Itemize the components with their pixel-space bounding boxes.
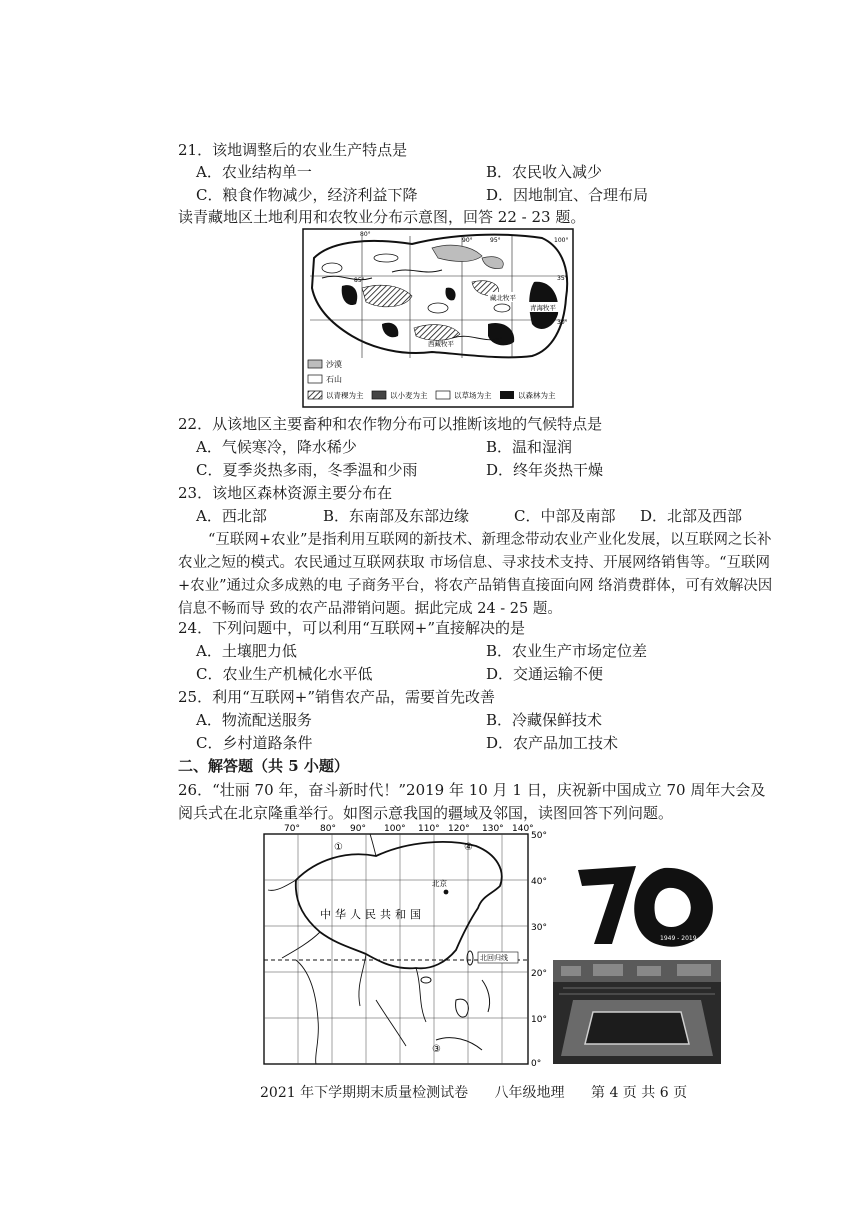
map2-lat-tick: 50° (531, 831, 547, 841)
map2-lon-tick: 80° (320, 824, 336, 834)
map2-lon-tick: 130° (482, 824, 504, 834)
q22-stem: 22．从该地区主要畜种和农作物分布可以推断该地的气候特点是 (178, 415, 603, 433)
q23-option-c: C．中部及南部 (514, 507, 616, 525)
q24-option-c: C．农业生产机械化水平低 (196, 665, 373, 683)
q21-stem: 21．该地调整后的农业生产特点是 (178, 141, 408, 159)
q22-option-b: B．温和湿润 (486, 438, 573, 456)
map1-lon-tick: 85° (354, 277, 365, 284)
map2-lon-tick: 120° (448, 824, 470, 834)
map1-lat-tick: 30° (557, 319, 568, 326)
q24-option-a: A．土壤肥力低 (196, 642, 297, 660)
q25-option-a: A．物流配送服务 (196, 711, 312, 729)
q23-option-a: A．西北部 (196, 507, 267, 525)
legend-desert: 沙漠 (326, 360, 342, 369)
map1-region-label: 藏北牧平 (490, 294, 516, 302)
q23-option-b: B．东南部及东部边缘 (323, 507, 470, 525)
map2-marker: ③ (432, 1044, 441, 1055)
footer-page: 第 4 页 共 6 页 (591, 1085, 688, 1101)
map1-region-label: 西藏牧平 (428, 340, 454, 348)
map2-lat-tick: 10° (531, 1015, 547, 1025)
q21-option-c: C．粮食作物减少，经济利益下降 (196, 186, 418, 204)
map1-lon-tick: 80° (360, 231, 371, 238)
q25-option-d: D．农产品加工技术 (486, 734, 619, 752)
q24-option-b: B．农业生产市场定位差 (486, 642, 648, 660)
map2-lat-tick: 20° (531, 969, 547, 979)
q22-option-d: D．终年炎热干燥 (486, 461, 604, 479)
legend-wheat: 以小麦为主 (390, 391, 428, 400)
q25-stem: 25．利用“互联网+”销售农产品，需要首先改善 (178, 688, 495, 706)
page-footer (260, 1082, 709, 1102)
section-heading: 二、解答题（共 5 小题） (178, 757, 349, 775)
logo-seven (578, 866, 636, 944)
beijing-marker (444, 890, 449, 895)
map2-lon-tick: 140° (512, 824, 534, 834)
country-label: 中华人民共和国 (320, 908, 425, 921)
map2-lon-tick: 110° (418, 824, 440, 834)
q26-stem: 26．“壮丽 70 年，奋斗新时代！”2019 年 10 月 1 日，庆祝新中国成立 70 周年大会及阅兵式在北京隆重举行。如图示意我国的疆域及邻国，读图回答下列问题。 (178, 781, 766, 822)
map2-lon-tick: 70° (284, 824, 300, 834)
q25-option-b: B．冷藏保鲜技术 (486, 711, 603, 729)
q24-stem: 24．下列问题中，可以利用“互联网+”直接解决的是 (178, 619, 525, 637)
q25-option-c: C．乡村道路条件 (196, 734, 313, 752)
logo-years: 1949 - 2019 (660, 935, 697, 942)
legend-rock: 石山 (326, 375, 342, 384)
map2-lat-tick: 0° (531, 1059, 542, 1069)
footer-subject: 八年级地理 (494, 1085, 565, 1101)
anniversary-70-logo (572, 860, 720, 956)
map1-lat-tick: 35° (557, 275, 568, 282)
map1-lon-tick: 95° (490, 237, 501, 244)
internet-agriculture-passage: “互联网+农业”是指利用互联网的新技术、新理念带动农业产业化发展，以互联网之长补农业之短的模式。农民通过互联网获取 市场信息、寻求技术支持、开展网络销售等。“互联网+农业”通过众多成熟的电 子商务平台，将农产品销售直接面向网 络消费群体，可有效解决因信息不畅而导 致的农产品滞销问题。据此完成 24 - 25 题。 (178, 532, 773, 617)
legend-forest: 以森林为主 (518, 391, 556, 400)
tropic-label: 北回归线 (480, 954, 508, 962)
map2-lon-tick: 100° (384, 824, 406, 834)
legend-barley: 以青稞为主 (326, 391, 364, 400)
q23-stem: 23．该地区森林资源主要分布在 (178, 484, 393, 502)
qinghai-tibet-land-use-map (302, 228, 574, 408)
q21-option-b: B．农民收入减少 (486, 163, 603, 181)
map2-marker: ① (334, 842, 343, 853)
map2-lat-tick: 30° (531, 923, 547, 933)
q24-option-d: D．交通运输不便 (486, 665, 604, 683)
map2-lat-tick: 40° (531, 877, 547, 887)
footer-exam: 2021 年下学期期末质量检测试卷 (260, 1085, 469, 1101)
legend-grass: 以草场为主 (454, 391, 492, 400)
q22-option-a: A．气候寒冷，降水稀少 (196, 438, 357, 456)
q23-option-d: D．北部及西部 (640, 507, 743, 525)
map2-lon-tick: 90° (350, 824, 366, 834)
q22-option-c: C．夏季炎热多雨，冬季温和少雨 (196, 461, 418, 479)
map2-marker: ④ (464, 842, 473, 853)
map1-lon-tick: 90° (462, 237, 473, 244)
q21-option-d: D．因地制宜、合理布局 (486, 186, 649, 204)
map1-lon-tick: 100° (554, 237, 569, 244)
china-territory-map (256, 820, 556, 1070)
parade-photo (553, 960, 721, 1064)
map1-region-label: 青海牧平 (530, 304, 556, 312)
capital-label: 北京 (432, 879, 447, 888)
q21-option-a: A．农业结构单一 (196, 163, 312, 181)
map1-intro: 读青藏地区土地利用和农牧业分布示意图，回答 22 - 23 题。 (178, 208, 586, 226)
